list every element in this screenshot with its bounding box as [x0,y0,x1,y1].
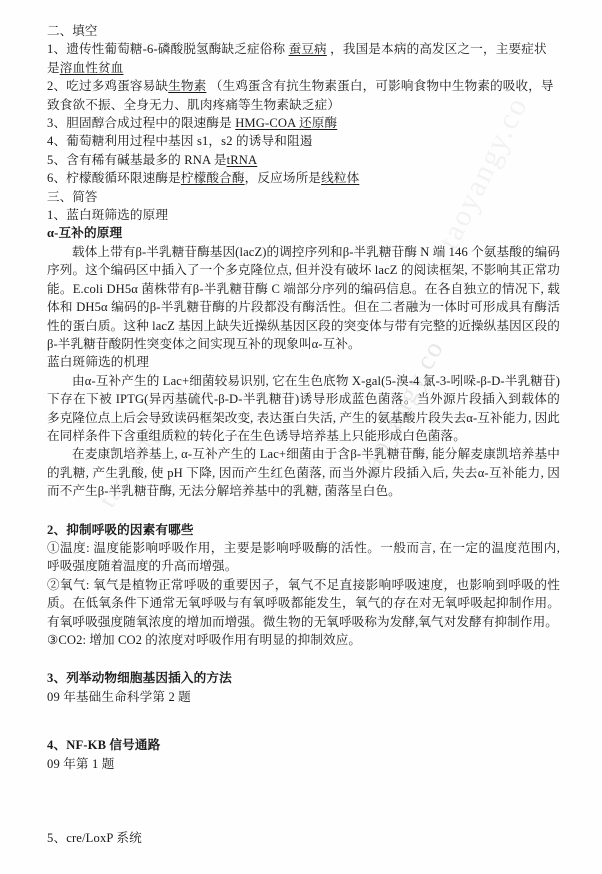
question-1-paragraph-2: 由α-互补产生的 Lac+细菌较易识别, 它在生色底物 X-gal(5-溴-4 氯-3-吲哚-β-D-半乳糖苷) 下存在下被 IPTG(异丙基硫代-β-D-半乳糖苷)诱导形成蓝色菌落。当外源片段插入到载体的多克隆位点上后会导致读码框架改变, 表达蛋白失活, 产生的氨基酸片段失去α-互补能力, 因此在同样条件下含重组质粒的转化子在生色诱导培养基上只能形成白色菌落。 [47,373,560,443]
question-1-paragraph-1: 载体上带有β-半乳糖苷酶基因(lacZ)的调控序列和β-半乳糖苷酶 N 端 146 个氨基酸的编码序列。这个编码区中插入了一个多克隆位点, 但并没有破坏 lacZ 的阅读框架, 不影响其正常功能。E.coli DH5α 菌株带有β-半乳糖苷酶 C 端部分序列的编码信息。在各自独立的情况下, 载体和 DH5α 编码的β-半乳糖苷酶的片段都没有酶活性。但在二者融为一体时可形成具有酶活性的蛋白质。这种 lacZ 基因上缺失近操纵基因区段的突变体与带有完整的近操纵基因区段的β-半乳糖苷酸阴性突变体之间实现互补的现象叫α-互补。 [47,244,560,351]
item-text: 柠檬酸循环限速酶是 [66,171,181,186]
question-number: 5、 [47,831,67,846]
item-number: 6、 [47,171,67,186]
question-2-item-1: ①温度: 温度能影响呼吸作用，主要是影响呼吸酶的活性。一般而言, 在一定的温度范围内, 呼吸强度随着温度的升高而增强。 [47,540,560,574]
document-body [47,22,560,847]
fill-in-item-4 [47,132,560,150]
item-text: 是 [47,60,60,75]
item-answer-2: 线粒体 [321,171,360,186]
question-4-title [47,736,560,754]
watermark-text: taoyangy.co [432,90,535,255]
fill-in-item-2 [47,77,560,95]
item-text: 吃过多鸡蛋容易缺 [66,79,169,94]
question-4-reference: 09 年第 1 题 [47,756,115,771]
item-answer: 溶血性贫血 [59,60,124,75]
fill-in-item-6 [47,169,560,187]
question-2-item-3: ③CO2: 增加 CO2 的浓度对呼吸作用有明显的抑制效应。 [47,633,362,647]
item-text: 含有稀有碱基最多的 RNA 是 [66,152,227,167]
item-text-after: （生鸡蛋含有抗生物素蛋白，可影响食物中生物素的吸收，导 [209,79,554,94]
fill-in-item-5 [47,151,560,169]
question-1-subheading: α-互补的原理 [47,226,123,241]
item-number: 4、 [47,134,67,149]
watermark-text: taoyangy.co [94,377,193,513]
section-heading-short-answer: 三、简答 [47,189,98,204]
question-number: 1、 [47,208,67,223]
item-answer: 柠檬酸合酶 [180,171,245,186]
fill-in-item-1 [47,40,560,58]
question-1-paragraph-3: 在麦康凯培养基上, α-互补产生的 Lac+细菌由于含β-半乳糖苷酶, 能分解麦康凯培养基中的乳糖, 产生乳酸, 使 pH 下降, 因而产生红色菌落, 而当外源片段插入后, 失去α-互补能力, 因而不产生β-半乳糖苷酶, 无法分解培养基中的乳糖, 菌落呈白色。 [47,447,560,499]
fill-in-item-1-continued [47,59,560,77]
item-text: 胆固醇合成过程中的限速酶是 [66,116,232,131]
item-number: 1、 [47,42,67,57]
item-number: 2、 [47,79,67,94]
question-text: 列举动物细胞基因插入的方法 [66,671,232,686]
question-text: 抑制呼吸的因素有哪些 [66,522,194,537]
item-answer: HMG-COA 还原酶 [235,116,338,131]
question-number: 4、 [47,738,67,753]
item-text-after: ，反应场所是 [244,171,322,186]
item-number: 3、 [47,116,67,131]
question-2-title [47,521,560,539]
item-text: 葡萄糖利用过程中基因 s1，s2 的诱导和阻遏 [66,134,313,149]
watermark-text: taoyangy.co [352,334,450,483]
question-1-subheading-2: 蓝白斑筛选的机理 [47,355,149,370]
question-text: cre/LoxP 系统 [66,831,142,846]
question-3-reference: 09 年基础生命科学第 2 题 [47,689,191,704]
question-1-title [47,206,560,224]
item-answer: tRNA [226,152,258,167]
question-5-title [47,829,560,847]
item-text-after: ，我国是本病的高发区之一，主要症状 [330,42,547,57]
item-text: 遗传性葡萄糖-6-磷酸脱氢酶缺乏症俗称 [66,42,286,57]
question-text: NF-KB 信号通路 [66,738,161,753]
fill-in-item-3 [47,114,560,132]
question-2-item-2: ②氧气: 氧气是植物正常呼吸的重要因子，氧气不足直接影响呼吸速度，也影响到呼吸的性质。在低氧条件下通常无氧呼吸与有氧呼吸都能发生，氧气的存在对无氧呼吸起抑制作用。有氧呼吸强度随氧浓度的增加而增强。微生物的无氧呼吸称为发酵,氧气对发酵有抑制作用。 [47,577,560,629]
question-number: 2、 [47,522,67,537]
item-number: 5、 [47,152,67,167]
question-number: 3、 [47,671,67,686]
question-3-title [47,669,560,687]
section-heading-fill-in: 二、填空 [47,24,98,38]
item-answer: 蚕豆病 [288,42,327,57]
item-answer: 生物素 [168,79,207,94]
fill-in-item-2-continued: 致食欲不振、全身无力、肌肉疼痛等生物素缺乏症） [47,97,341,112]
question-text: 蓝白斑筛选的原理 [66,208,169,223]
